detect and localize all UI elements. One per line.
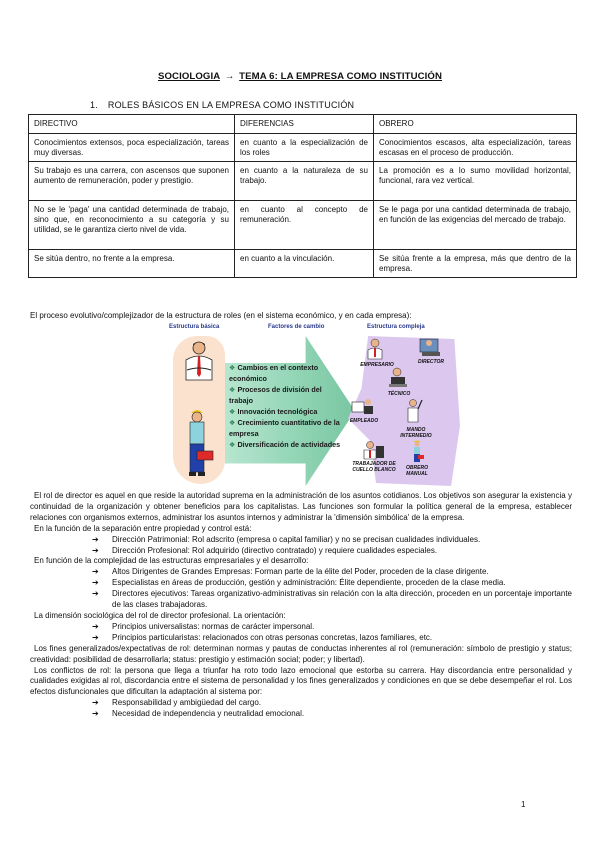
change-factors-list	[229, 362, 341, 450]
diamond-bullet-icon: ❖	[229, 440, 236, 449]
list-item	[30, 698, 572, 709]
factor-item	[229, 362, 341, 384]
title-arrow: →	[224, 71, 235, 82]
table-cell: La promoción es a lo sumo movilidad horizontal, funcional, rara vez vertical.	[374, 162, 577, 201]
table-cell: Conocimientos extensos, poca especialización, tareas muy diversas.	[29, 134, 235, 162]
diamond-bullet-icon: ❖	[229, 407, 236, 416]
middle-manager-figure-icon	[405, 398, 423, 424]
technician-figure-icon	[387, 367, 409, 389]
paragraph-director-role: El rol de director es aquel en que reside la autoridad suprema en la administración de los asuntos cotidianos. Los objetivos son asegurar la existencia y continuidad de la organización y obtener beneficios para los capitalistas. Las funciones son formular la política general de la empresa, establecer relaciones con organismos externos, administrar los asuntos internos y administrar la 'dimensión simbólica' de la empresa.	[30, 491, 572, 522]
role-label-cuello-blanco: TRABAJADOR DE CUELLO BLANCO	[352, 461, 396, 473]
paragraph-property-control: En la función de la separación entre propiedad y control está:	[34, 523, 252, 533]
arrow-bullet-icon: ➔	[92, 698, 99, 708]
employee-figure-icon	[351, 398, 375, 416]
factor-label: Diversificación de actividades	[237, 440, 341, 449]
factor-item	[229, 439, 341, 450]
table-cell: Se le paga por una cantidad determinada de trabajo, en función de las exigencias del mercado de trabajo.	[374, 201, 577, 250]
document-body	[30, 491, 572, 720]
list-item	[30, 709, 572, 720]
table-cell: Conocimientos escasos, alta especialización, tareas escasas en el proceso de producción.	[374, 134, 577, 162]
role-structure-diagram	[165, 322, 465, 487]
list-item-text: Especialistas en áreas de producción, gestión y administración: Élite dependiente, proceden de la clase media.	[112, 578, 506, 588]
header-basic-structure: Estructura básica	[169, 324, 220, 330]
role-label-tecnico: TÉCNICO	[387, 391, 411, 397]
table-row	[29, 250, 577, 278]
section-heading	[90, 100, 354, 111]
list-item	[30, 589, 572, 611]
header-change-factors: Factores de cambio	[268, 324, 325, 330]
diagram-intro: El proceso evolutivo/complejizador de la estructura de roles (en el sistema económico, y en cada empresa):	[30, 311, 412, 320]
header-complex-structure: Estructura compleja	[367, 324, 425, 330]
role-label-empresario: EMPRESARIO	[360, 362, 394, 368]
list-item	[30, 578, 572, 589]
list-item	[30, 535, 572, 546]
diamond-bullet-icon: ❖	[229, 363, 236, 372]
factor-label: Procesos de división del trabajo	[229, 385, 322, 405]
title-subject: SOCIOLOGIA	[157, 71, 220, 82]
table-cell: Se sitúa frente a la empresa, más que dentro de la empresa.	[374, 250, 577, 278]
list-item	[30, 622, 572, 633]
factor-item	[229, 384, 341, 406]
entrepreneur-figure-icon	[365, 338, 385, 360]
table-row	[29, 201, 577, 250]
list-item-text: Responsabilidad y ambigüedad del cargo.	[112, 698, 261, 708]
arrow-bullet-icon: ➔	[92, 567, 99, 577]
table-row	[29, 162, 577, 201]
factor-item	[229, 417, 341, 439]
paragraph-role-conflicts: Los conflictos de rol: la persona que llega a triunfar ha roto todo lazo emocional que estorba su carrera. Hay discordancia entre personalidad y cualidades exigidas al rol, discordancia entre el sistema de personalidad y los fines generalizados y condiciones en que se debe desempeñar el rol. Los efectos disfuncionales que dificultan la adaptación al sistema por:	[30, 665, 572, 697]
list-item-text: Necesidad de independencia y neutralidad emocional.	[112, 709, 305, 719]
list-item	[30, 546, 572, 557]
arrow-bullet-icon: ➔	[92, 709, 99, 719]
list-item-text: Principios universalistas: normas de carácter impersonal.	[112, 621, 315, 631]
list-item-text: Dirección Profesional: Rol adquirido (directivo contratado) y requiere cualidades especiales.	[112, 545, 438, 555]
header-obrero: OBRERO	[374, 115, 577, 134]
page-number: 1	[521, 800, 526, 809]
arrow-bullet-icon: ➔	[92, 534, 99, 544]
table-cell: en cuanto al concepto de remuneración.	[235, 201, 374, 250]
section-title: ROLES BÁSICOS EN LA EMPRESA COMO INSTITUCIÓN	[107, 100, 355, 110]
list-item-text: Directores ejecutivos: Tareas organizativo-administrativas sin relación con la alta dirección, proceden en un porcentaje importante de las clases trabajadoras.	[112, 589, 572, 610]
factor-item	[229, 406, 341, 417]
arrow-bullet-icon: ➔	[92, 632, 99, 642]
factor-label: Crecimiento cuantitativo de la empresa	[229, 418, 340, 438]
worker-figure-icon	[179, 407, 219, 479]
list-item	[30, 567, 572, 578]
header-diferencias: DIFERENCIAS	[235, 115, 374, 134]
arrow-bullet-icon: ➔	[92, 589, 99, 599]
paragraph-complexity: En función de la complejidad de las estructuras empresariales y el desarrollo:	[34, 556, 309, 566]
diamond-bullet-icon: ❖	[229, 385, 236, 394]
roles-table	[28, 114, 577, 278]
paragraph-sociological-dimension: La dimensión sociológica del rol de director profesional. La orientación:	[34, 610, 286, 620]
list-item	[30, 633, 572, 644]
table-cell: No se le 'paga' una cantidad determinada de trabajo, sino que, en reconocimiento a su categoría y su utilidad, se le garantiza cierto nivel de vida.	[29, 201, 235, 250]
factor-label: Innovación tecnológica	[237, 407, 318, 416]
arrow-bullet-icon: ➔	[92, 578, 99, 588]
list-item-text: Altos Dirigentes de Grandes Empresas: Forman parte de la élite del Poder, proceden de la clase dirigente.	[112, 567, 489, 577]
title-topic: TEMA 6: LA EMPRESA COMO INSTITUCIÓN	[239, 71, 443, 82]
factor-label: Cambios en el contexto económico	[229, 363, 319, 383]
section-number: 1.	[90, 100, 98, 110]
list-item-text: Dirección Patrimonial: Rol adscrito (empresa o capital familiar) y no se precisan cualidades individuales.	[112, 534, 481, 544]
page-title	[0, 72, 600, 83]
paragraph-role-expectations: Los fines generalizados/expectativas de rol: determinan normas y pautas de conductas inherentes al rol (remuneración: símbolo de prestigio y status; creatividad: posibilidad de desarrollarla; status: prestigio y estimación social; poder; y libertad).	[30, 643, 572, 664]
list-item-text: Principios particularistas: relacionados con otras personas concretas, lazos familiares, etc.	[112, 632, 433, 642]
manual-worker-figure-icon	[409, 439, 425, 463]
role-label-obrero-manual: OBRERO MANUAL	[406, 465, 428, 477]
table-cell: en cuanto a la naturaleza de su trabajo.	[235, 162, 374, 201]
table-header-row	[29, 115, 577, 134]
white-collar-figure-icon	[361, 440, 385, 460]
director-figure-icon	[418, 336, 442, 358]
table-row	[29, 134, 577, 162]
role-label-director: DIRECTOR	[417, 359, 445, 365]
executive-figure-icon	[181, 340, 217, 384]
table-cell: Su trabajo es una carrera, con ascensos que suponen aumento de remuneración, poder y prestigio.	[29, 162, 235, 201]
role-label-empleado: EMPLEADO	[349, 418, 379, 424]
table-cell: en cuanto a la vinculación.	[235, 250, 374, 278]
header-directivo: DIRECTIVO	[29, 115, 235, 134]
table-cell: Se sitúa dentro, no frente a la empresa.	[29, 250, 235, 278]
arrow-bullet-icon: ➔	[92, 545, 99, 555]
table-cell: en cuanto a la especialización de los roles	[235, 134, 374, 162]
diamond-bullet-icon: ❖	[229, 418, 236, 427]
role-label-mando-intermedio: MANDO INTERMEDIO	[400, 427, 432, 439]
arrow-bullet-icon: ➔	[92, 621, 99, 631]
